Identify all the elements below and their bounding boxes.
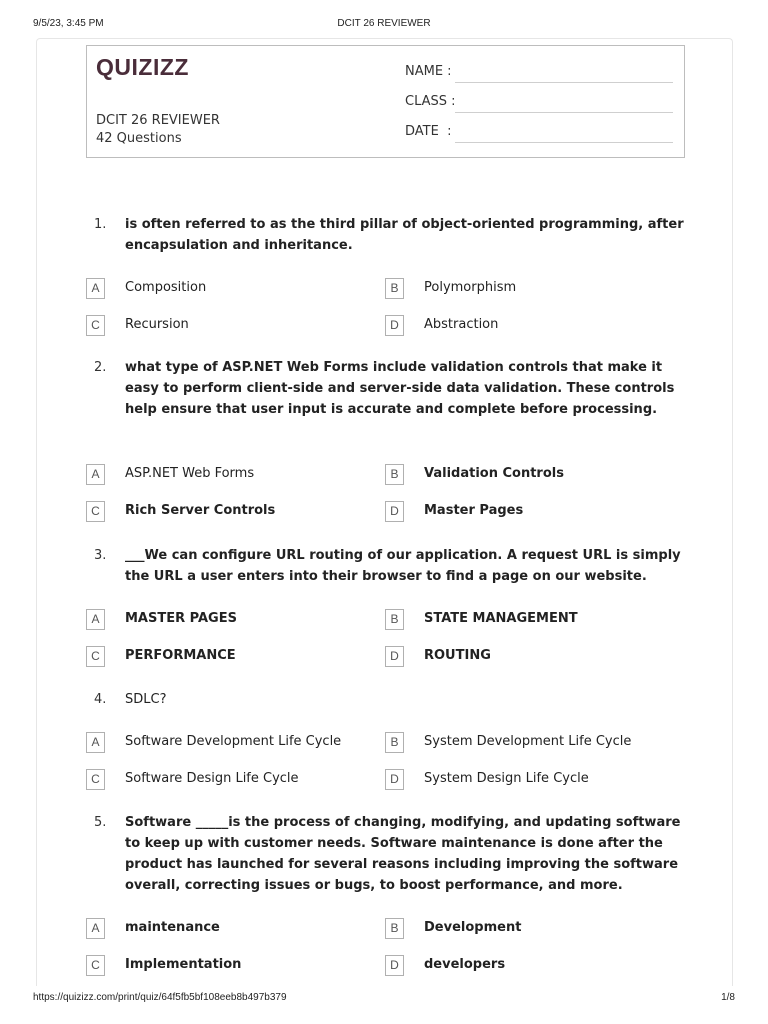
name-label: NAME : (405, 64, 452, 79)
question-text: ___We can configure URL routing of our application. A request URL is simply the URL a user enters into their browser to find a page on our website. (125, 548, 681, 584)
option-letter: B (385, 278, 404, 299)
option-text: System Development Life Cycle (424, 734, 632, 749)
option-letter: A (86, 918, 105, 939)
page-number: 1/8 (721, 992, 735, 1003)
quiz-title: DCIT 26 REVIEWER (96, 113, 220, 128)
option-text: Software Development Life Cycle (125, 734, 342, 749)
option-letter: C (86, 501, 105, 522)
option-text: Recursion (125, 317, 189, 332)
option-letter: B (385, 464, 404, 485)
option-text: Rich Server Controls (125, 503, 276, 518)
print-header (0, 18, 768, 32)
option-text: Validation Controls (424, 466, 564, 481)
option-letter: C (86, 769, 105, 790)
print-url: https://quizizz.com/print/quiz/64f5fb5bf108eeb8b497b379 (33, 992, 287, 1003)
print-datetime: 9/5/23, 3:45 PM (33, 18, 104, 29)
option-letter: D (385, 315, 404, 336)
option-letter: D (385, 646, 404, 667)
option-letter: B (385, 609, 404, 630)
option-text: ROUTING (424, 648, 491, 663)
option-letter: D (385, 769, 404, 790)
option-text: PERFORMANCE (125, 648, 236, 663)
option-text: maintenance (125, 920, 220, 935)
option-letter: C (86, 646, 105, 667)
option-text: Development (424, 920, 522, 935)
class-label: CLASS : (405, 94, 456, 109)
option-text: Implementation (125, 957, 242, 972)
question-count: 42 Questions (96, 131, 182, 146)
option-letter: D (385, 955, 404, 976)
question-number: 1. (94, 217, 107, 232)
date-label: DATE : (405, 124, 452, 139)
question-text: is often referred to as the third pillar of object-oriented programming, after encapsulation and inheritance. (125, 217, 684, 253)
quizizz-logo: QUIZIZZ (96, 54, 189, 80)
option-text: ASP.NET Web Forms (125, 466, 255, 481)
question-text: SDLC? (125, 692, 167, 707)
class-line (455, 112, 673, 113)
option-text: STATE MANAGEMENT (424, 611, 578, 626)
question-number: 5. (94, 815, 107, 830)
worksheet-header (86, 45, 685, 158)
option-letter: A (86, 609, 105, 630)
option-letter: B (385, 732, 404, 753)
option-text: System Design Life Cycle (424, 771, 589, 786)
question-text: what type of ASP.NET Web Forms include validation controls that make it easy to perform client-side and server-side data validation. These controls help ensure that user input is accurate and complete before processing. (125, 360, 675, 417)
option-letter: B (385, 918, 404, 939)
option-text: MASTER PAGES (125, 611, 237, 626)
option-text: Abstraction (424, 317, 499, 332)
question-number: 3. (94, 548, 107, 563)
option-text: Composition (125, 280, 207, 295)
option-text: Master Pages (424, 503, 524, 518)
question-text: Software _____is the process of changing, modifying, and updating software to keep up with customer needs. Software maintenance is done after the product has launched for several reasons including improving the software overall, correcting issues or bugs, to boost performance, and more. (125, 815, 681, 893)
option-letter: A (86, 464, 105, 485)
option-letter: D (385, 501, 404, 522)
option-text: developers (424, 957, 506, 972)
option-letter: A (86, 732, 105, 753)
question-number: 4. (94, 692, 107, 707)
date-line (455, 142, 673, 143)
option-letter: C (86, 315, 105, 336)
name-line (455, 82, 673, 83)
question-number: 2. (94, 360, 107, 375)
print-footer (0, 992, 768, 1006)
option-letter: C (86, 955, 105, 976)
option-text: Polymorphism (424, 280, 517, 295)
print-title: DCIT 26 REVIEWER (337, 18, 431, 29)
option-text: Software Design Life Cycle (125, 771, 299, 786)
option-letter: A (86, 278, 105, 299)
